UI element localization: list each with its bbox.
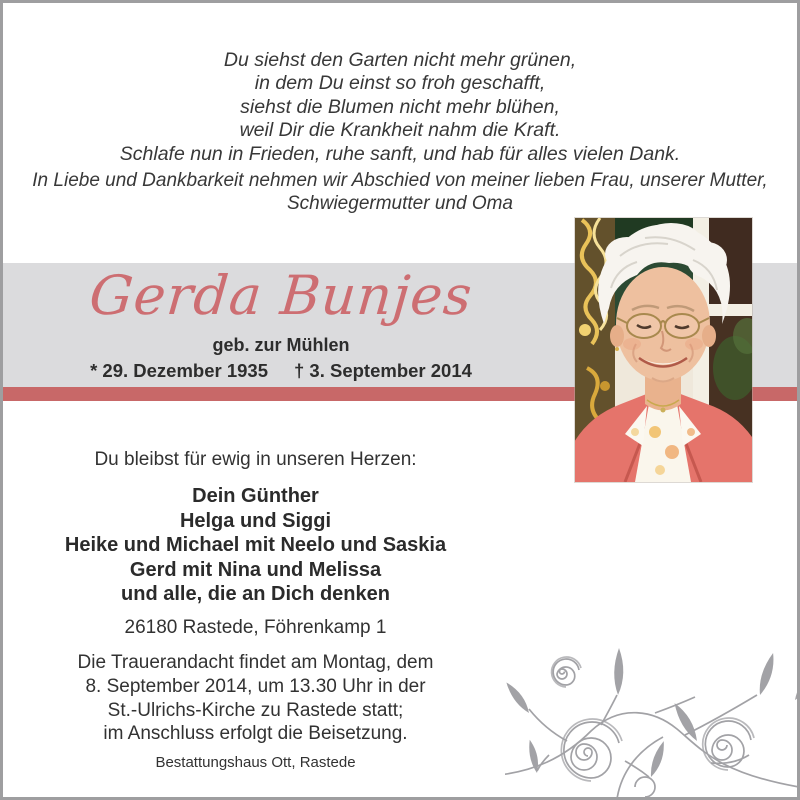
dedication-line: Schwiegermutter und Oma	[287, 193, 513, 215]
poem-line: weil Dir die Krankheit nahm die Kraft.	[239, 119, 561, 142]
mourner-line: Helga und Siggi	[179, 509, 332, 532]
portrait-photo	[575, 218, 752, 482]
mourner-line: und alle, die an Dich denken	[121, 583, 390, 606]
service-line: St.-Ulrichs-Kirche zu Rastede statt;	[107, 699, 404, 721]
poem-line: in dem Du einst so froh geschafft,	[254, 72, 546, 95]
dedication-line: In Liebe und Dankbarkeit nehmen wir Abschied von meiner lieben Frau, unserer Mutter,	[32, 170, 768, 191]
poem-line: siehst die Blumen nicht mehr blühen,	[240, 95, 560, 118]
service-line: 8. September 2014, um 13.30 Uhr in der	[85, 675, 426, 697]
dedication-text	[0, 169, 800, 216]
funeral-home-line: Bestattungshaus Ott, Rastede	[155, 754, 356, 771]
poem-line: Schlafe nun in Frieden, ruhe sanft, und hab für alles vielen Dank.	[119, 142, 681, 165]
mourner-line: Gerd mit Nina und Melissa	[129, 558, 382, 581]
memorial-poem	[0, 49, 800, 166]
death-date: † 3. September 2014	[294, 360, 472, 381]
maiden-name: geb. zur Mühlen	[212, 335, 350, 355]
mourner-line: Dein Günther	[192, 485, 319, 507]
remembrance-intro: Du bleibst für ewig in unseren Herzen:	[94, 449, 417, 470]
mourner-line: Heike und Michael mit Neelo und Saskia	[64, 534, 447, 557]
floral-flourish-decoration	[505, 645, 797, 797]
poem-line: Du siehst den Garten nicht mehr grünen,	[223, 49, 577, 71]
mourners-list	[3, 484, 508, 607]
floral-flourish-illustration	[505, 645, 797, 797]
portrait-photo-illustration	[575, 218, 752, 482]
name-banner-content	[3, 263, 559, 387]
life-dates	[3, 360, 559, 382]
birth-date: * 29. Dezember 1935	[90, 360, 268, 381]
service-line: im Anschluss erfolgt die Beisetzung.	[103, 723, 408, 745]
address-line: 26180 Rastede, Föhrenkamp 1	[124, 617, 387, 638]
service-announcement	[3, 651, 508, 746]
deceased-name: Gerda Bunjes	[87, 264, 476, 327]
service-line: Die Trauerandacht findet am Montag, dem	[77, 652, 434, 673]
